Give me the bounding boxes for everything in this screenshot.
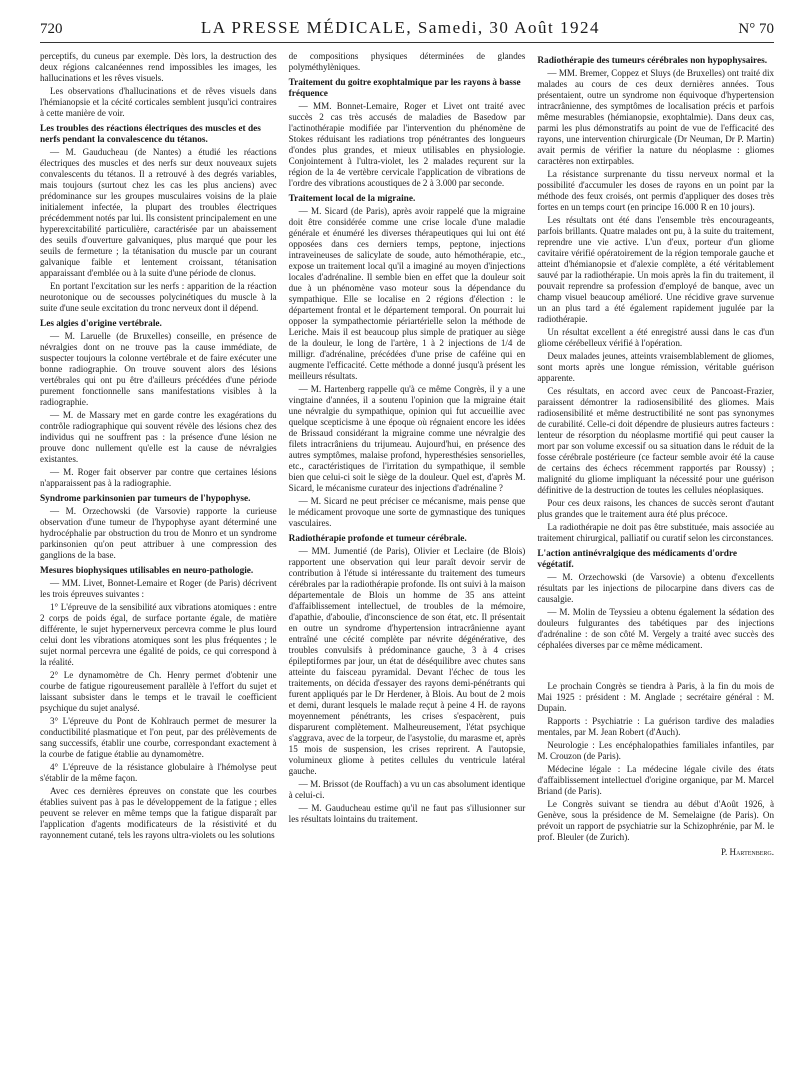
- paragraph: 4° L'épreuve de la résistance globulaire à l'hémolyse peut s'établir de la même façon.: [40, 762, 277, 783]
- paragraph: En portant l'excitation sur les nerfs : apparition de la réaction neurotonique ou de secousses polycinétiques du muscle à la suite d'une seule excitation du tronc nerveux dont il dépend.: [40, 281, 277, 313]
- paragraph: Deux malades jeunes, atteints vraisemblablement de gliomes, sont morts après une longue rémission, véritable guérison apparente.: [537, 351, 775, 383]
- paragraph: — M. Roger fait observer par contre que certaines lésions n'apparaissent pas à la radiographie.: [40, 467, 277, 488]
- paragraph: Le Congrès suivant se tiendra au début d'Août 1926, à Genève, sous la présidence de M. Semelaigne (de Paris). On prévoit un rapport de psychiatrie sur la Schizophrénie, par M. le prof. Bleuler (de Zurich).: [537, 799, 775, 842]
- paragraph: — M. Gauducheau (de Nantes) a étudié les réactions électriques des muscles et des nerfs sur deux nouveaux sujets convalescents du tétanos. Il a retrouvé à des degrés variables, mais toujours (surtout chez les cas les plus anciens) avec prédominance sur les groupes musculaires voisins de la plaie initialement infectée, la plupart des troubles électriques précédemment notés par lui. Ils consistent principalement en une hyperexcitabilité particulière, caractérisée par un abaissement des seuils d'ouverture galvaniques, plus marqué que pour les seuils de fermeture ; la tétanisation du muscle par un courant galvanique faible et lentement croissant, tétanisation apparaissant d'emblée ou à la suite d'une période de clonus.: [40, 147, 277, 278]
- page-header: [40, 18, 774, 43]
- paragraph: — MM. Bremer, Coppez et Sluys (de Bruxelles) ont traité dix malades au cours de ces deux dernières années. Tous présentaient, outre un syndrome non équivoque d'hypertension intracrânienne, des symptômes de localisation précis et parfois même mesurables (hémianopsie, exophtalmie). Dans deux cas, parmi les plus démonstratifs au point de vue de l'efficacité des rayons, une intervention chirurgicale (Dr Neuman, Dr P. Martin) avait permis de vérifier la nature du néoplasme : gliomes caractères non extirpables.: [537, 68, 775, 166]
- paragraph: — M. Sicard (de Paris), après avoir rappelé que la migraine doit être considérée comme une crise locale d'une maladie générale et énuméré les diverses thérapeutiques qui lui ont été opposées dans ces derniers temps, peptone, injections intraveineuses de salicylate de soude, auto hémothérapie, etc., expose un traitement local qu'il a imaginé au moyen d'injections locales d'adrénaline. Il semble bien en effet que la douleur soit due à un phénomène vaso moteur sous la dépendance du sympathique. Elle se localise en 2 régions d'élection : le département frontal et le département temporal. On pourrait lui opposer la sympathectomie périartérielle selon la méthode de Leriche. Mais il est beaucoup plus simple de pratiquer au siège de la douleur, le long de l'artère, 1 à 2 injections de 1/4 de milligr. d'adrénaline, précédées d'une prise de caféine qui en augmente l'efficacité. Cette méthode a donné jusqu'à présent les meilleurs résultats.: [288, 206, 526, 381]
- paragraph: de compositions physiques déterminées de glandes polyméthylèniques.: [288, 51, 526, 72]
- paragraph: perceptifs, du cuneus par exemple. Dès lors, la destruction des deux régions calcanéennes rend impossibles les images, les hallucinations et les rêves visuels.: [40, 51, 277, 83]
- column-3: [537, 51, 774, 860]
- paragraph: Avec ces dernières épreuves on constate que les courbes établies suivent pas à pas le développement de la fatigue ; elles peuvent se relever en même temps que la fatigue disparaît par l'application d'agents modificateurs de la résistivité et du rayonnement cutané, tels les rayons ultra-violets ou les solutions: [40, 786, 277, 840]
- section-heading: Radiothérapie profonde et tumeur cérébrale.: [288, 534, 467, 544]
- paragraph: — M. Laruelle (de Bruxelles) conseille, en présence de névralgies dont on ne trouve pas la cause immédiate, de suspecter toujours la colonne vertébrale et de faire exécuter une bonne radiographie. On trouve souvent alors des lésions vertébrales qui ont pu être d'ailleurs précédées d'une période purement fonctionnelle sans manifestations visibles à la radiographie.: [40, 331, 277, 407]
- paragraph: — M. Brissot (de Rouffach) a vu un cas absolument identique à celui-ci.: [288, 779, 526, 800]
- section-heading: Radiothérapie des tumeurs cérébrales non hypophysaires.: [537, 56, 768, 66]
- column-2: [289, 51, 526, 860]
- paragraph: Médecine légale : La médecine légale civile des états d'affaiblissement intellectuel d'origine organique, par M. Marcel Briand (de Paris).: [537, 764, 775, 796]
- paragraph: Un résultat excellent a été enregistré aussi dans le cas d'un gliome cérébelleux vérifié à l'opération.: [537, 327, 775, 348]
- paragraph: Pour ces deux raisons, les chances de succès seront d'autant plus grandes que le traitement aura été plus précoce.: [537, 498, 775, 519]
- journal-title: LA PRESSE MÉDICALE, Samedi, 30 Août 1924: [200, 18, 600, 37]
- paragraph: Rapports : Psychiatrie : La guérison tardive des maladies mentales, par M. Jean Robert (d'Auch).: [537, 716, 775, 737]
- section-heading: Syndrome parkinsonien par tumeurs de l'hypophyse.: [40, 494, 251, 504]
- paragraph: — M. Hartenberg rappelle qu'à ce même Congrès, il y a une vingtaine d'années, il a soutenu l'opinion que la migraine était une névralgie du sympathique, opinion qui fut accueillie avec quelque scepticisme à une époque où régnaient encore les idées de Brissaud considérant la migraine comme une névralgie des filets intracrâniens du trijumeau. Aujourd'hui, en présence des autres symptômes, malaise profond, hyperesthésies sensorielles, etc., caractéristiques de l'irritation du sympathique, il semble bien que celui-ci soit le siège de la douleur. Quel est, d'après M. Sicard, le mécanisme curateur des injections d'adrénaline ?: [288, 384, 526, 493]
- section-heading: Mesures biophysiques utilisables en neuro-pathologie.: [40, 566, 254, 576]
- paragraph: — MM. Jumentié (de Paris), Olivier et Leclaire (de Blois) rapportent une observation qui leur paraît devoir servir de contribution à l'étude si intéressante du traitement des tumeurs cérébrales par la radiothérapie profonde. Ils ont suivi à la maison départementale de Blois un homme de 35 ans atteint d'affaiblissement intellectuel, de troubles de la mémoire, d'apathie, d'aboulie, d'inconscience de son état, etc. Il présentait en outre un syndrome d'hypertension intracrânienne ayant entraîné une cécité complète par névrite dégénérative, des troubles convulsifs à prédominance gauche, 3 à 4 crises épileptiformes par jour, un état de déséquilibre avec chutes sans atteinte du faisceau pyramidal. Devant l'échec de tous les traitements, on décida d'essayer des rayons demi-pénétrants qui furent appliqués par le Dr Herdener, à Blois. Au bout de 2 mois et demi, durant lesquels le malade reçut à peine 4 H. de rayons moyennement pénétrants, les crises s'espacèrent, puis disparurent complètement. Malheureusement, l'état psychique s'aggrava, avec de la torpeur, de l'asystolie, du marasme et, après 15 mois de suspension, les crises reprirent. A l'autopsie, volumineux gliome à petites cellules du ventricule latéral gauche.: [288, 546, 526, 776]
- author-signature: P. Hartenberg.: [720, 847, 775, 857]
- section-heading: Traitement du goitre exophtalmique par les rayons à basse fréquence: [288, 78, 521, 99]
- paragraph: 3° L'épreuve du Pont de Kohlrauch permet de mesurer la conductibilité plasmatique et l'on peut, par des prélèvements de sang successifs, établir une courbe, correspondant exactement à la courbe de fatigue établie au dynamomètre.: [40, 716, 277, 759]
- paragraph: 2° Le dynamomètre de Ch. Henry permet d'obtenir une courbe de fatigue rigoureusement parallèle à l'effort du sujet et laissant subsister dans le temps et le travail le coefficient psychique du sujet analysé.: [40, 670, 277, 713]
- paragraph: 1° L'épreuve de la sensibilité aux vibrations atomiques : entre 2 corps de poids égal, de surface portante égale, de matière différente, le sujet hypernerveux percevra comme le plus lourd celui dont les vibrations atomiques sont les plus fréquentes ; le sujet normal percevra une égalité de poids, ce qui correspond à la réalité.: [40, 602, 277, 667]
- issue-number: N° 70: [738, 21, 774, 37]
- paragraph: — M. Orzechowski (de Varsovie) rapporte la curieuse observation d'une tumeur de l'hypophyse ayant déterminé une hydrocéphalie par obstruction du trou de Monro et un syndrome parkinsonien qu'on peut attribuer à une compression des ganglions de la base.: [40, 506, 277, 560]
- page-number: 720: [40, 21, 63, 37]
- text-columns: [40, 51, 774, 860]
- section-heading: L'action antinévralgique des médicaments d'ordre végétatif.: [537, 549, 738, 570]
- paragraph: Ces résultats, en accord avec ceux de Pancoast-Frazier, paraissent démontrer la radiosensibilité des gliomes. Mais radiosensibilité et même destructibilité ne sont pas synonymes de curabilité. Celle-ci doit dépendre de plusieurs autres facteurs : lenteur de résorption du néoplasme mortifié qui peut causer la mort par son volume excessif ou sa situation dans le réduit de la fosse cérébrale postérieure (ce facteur semble avoir été la cause de certains des échecs récemment rapportés par Roussy) ; malignité du gliome impliquant la nécessité pour une guérison définitive de la destruction de toutes les cellules néoplasiques.: [537, 386, 775, 495]
- section-heading: Les algies d'origine vertébrale.: [40, 319, 162, 329]
- paragraph: — M. Molin de Teyssieu a obtenu également la sédation des douleurs fulgurantes des tabétiques par des injections d'adrénaline : de son côté M. Vergely a traité avec succès des céphalées diverses par ce même médicament.: [537, 607, 775, 650]
- paragraph: Le prochain Congrès se tiendra à Paris, à la fin du mois de Mai 1925 : président : M. Anglade ; secrétaire général : M. Dupain.: [537, 681, 775, 713]
- paragraph: — M. Sicard ne peut préciser ce mécanisme, mais pense que le médicament provoque une sorte de gymnastique des tuniques vasculaires.: [288, 496, 526, 528]
- paragraph: — M. de Massary met en garde contre les exagérations du contrôle radiographique qui souvent révèle des lésions chez des individus qui ne souffrent pas : la présence d'une lésion ne prouve donc nullement qu'elle est la cause de névralgies existantes.: [40, 410, 277, 464]
- paragraph: Les résultats ont été dans l'ensemble très encourageants, parfois brillants. Quatre malades ont pu, à la suite du traitement, reprendre une vie active. L'un d'eux, porteur d'un gliome cavitaire vérifié opératoirement de la région temporale gauche et atteint d'hémianopsie et d'alexie complète, a été véritablement sauvé par la radiothérapie. Un mois après la fin du traitement, il pouvait reprendre sa profession d'employé de banque, avec un champ visuel beaucoup amélioré. Une récidive grave survenue un an plus tard a été également rapidement jugulée par la radiothérapie.: [537, 215, 775, 324]
- section-heading: Traitement local de la migraine.: [288, 194, 416, 204]
- paragraph: La radiothérapie ne doit pas être substituée, mais associée au traitement chirurgical, palliatif ou curatif selon les circonstances.: [537, 522, 775, 543]
- column-1: [40, 51, 277, 860]
- paragraph: La résistance surprenante du tissu nerveux normal et la possibilité d'accumuler les doses de rayons en un point par la méthode des feux croisés, ont permis d'appliquer des doses très fortes en un temps court (en principe 16.000 R en 10 jours).: [537, 169, 775, 212]
- paragraph: — MM. Livet, Bonnet-Lemaire et Roger (de Paris) décrivent les trois épreuves suivantes :: [40, 578, 277, 599]
- paragraph: — MM. Bonnet-Lemaire, Roger et Livet ont traité avec succès 2 cas très accusés de maladies de Basedow par l'actinothérapie modifiée par l'intervention du phénomène de Stokes réduisant les radiations trop pénétrantes des longueurs d'ondes plus grandes, et mieux utilisables en physiologie. Conjointement à l'ultra-violet, les 2 malades reçurent sur la région de la 4e vertèbre cervicale l'application de vibrations de l'ordre des vibrations acoustiques de 2 à 3.000 par seconde.: [288, 101, 526, 188]
- paragraph: — M. Orzechowski (de Varsovie) a obtenu d'excellents résultats par les injections de pilocarpine dans divers cas de causalgie.: [537, 572, 775, 604]
- paragraph: Neurologie : Les encéphalopathies familiales infantiles, par M. Crouzon (de Paris).: [537, 740, 775, 761]
- paragraph: — M. Gauducheau estime qu'il ne faut pas s'illusionner sur les résultats lointains du traitement.: [288, 803, 526, 824]
- paragraph: Les observations d'hallucinations et de rêves visuels dans l'hémianopsie et la cécité corticales semblent jusqu'ici contraires à cette manière de voir.: [40, 86, 277, 118]
- section-heading: Les troubles des réactions électriques des muscles et des nerfs pendant la convalescence du tétanos.: [40, 124, 261, 145]
